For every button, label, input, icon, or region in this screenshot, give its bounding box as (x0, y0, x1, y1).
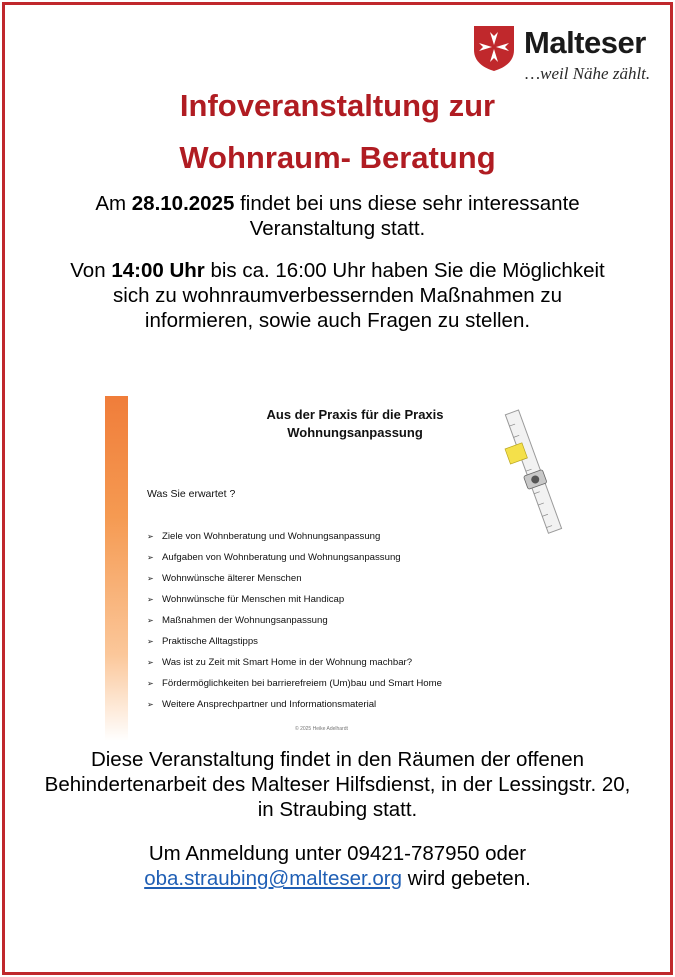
slide-topic-item (147, 568, 442, 589)
slide-topic-text: Was ist zu Zeit mit Smart Home in der Wohnung machbar? (162, 657, 413, 668)
bullet-arrow-icon: ➢ (147, 700, 154, 709)
title-line-1: Infoveranstaltung zur (179, 88, 496, 123)
slide-topic-text: Fördermöglichkeiten bei barrierefreiem (Um)bau und Smart Home (162, 678, 442, 689)
slide-topic-text: Praktische Alltagstipps (162, 636, 258, 647)
slide-topic-list (147, 526, 442, 715)
bullet-arrow-icon: ➢ (147, 616, 154, 625)
slide-topic-text: Ziele von Wohnberatung und Wohnungsanpassung (162, 531, 381, 542)
bullet-arrow-icon: ➢ (147, 553, 154, 562)
time-paragraph (60, 258, 615, 333)
bullet-arrow-icon: ➢ (147, 574, 154, 583)
slide-topic-text: Maßnahmen der Wohnungsanpassung (162, 615, 328, 626)
event-date: 28.10.2025 (131, 192, 235, 215)
title-line-2: Wohnraum- Beratung (179, 140, 496, 175)
registration-text-b: wird gebeten. (402, 867, 531, 890)
slide-topic-item (147, 610, 442, 631)
logo-tagline: …weil Nähe zählt. (525, 64, 651, 83)
bullet-arrow-icon: ➢ (147, 637, 154, 646)
slide-topic-text: Aufgaben von Wohnberatung und Wohnungsanpassung (162, 552, 401, 563)
slide-topic-text: Wohnwünsche für Menschen mit Handicap (162, 594, 345, 605)
malteser-logo (472, 24, 662, 84)
slide-topic-item (147, 631, 442, 652)
time-text-b: bis ca. 16:00 Uhr haben Sie die Möglichkeit sich zu wohnraumverbessernden Maßnahmen zu informieren, sowie auch Fragen zu stellen. (113, 259, 605, 332)
slide-topic-text: Weitere Ansprechpartner und Informationsmaterial (162, 699, 377, 710)
slide-topic-item (147, 589, 442, 610)
slide-heading (225, 406, 485, 442)
folding-ruler-icon (500, 404, 570, 536)
slide-topic-item (147, 547, 442, 568)
slide-copyright: © 2025 Heike Adelhardt (295, 726, 348, 732)
time-text-a: Von (70, 259, 112, 282)
location-paragraph: Diese Veranstaltung findet in den Räumen der offenen Behindertenarbeit des Malteser Hilfsdienst, in der Lessingstr. 20, in Straubing statt. (44, 748, 631, 821)
event-start-time: 14:00 Uhr (111, 259, 205, 282)
slide-topic-item (147, 526, 442, 547)
slide-accent-bar (105, 396, 128, 741)
slide-topic-item (147, 694, 442, 715)
bullet-arrow-icon: ➢ (147, 532, 154, 541)
bullet-arrow-icon: ➢ (147, 679, 154, 688)
slide-topic-text: Wohnwünsche älterer Menschen (162, 573, 302, 584)
bullet-arrow-icon: ➢ (147, 595, 154, 604)
program-slide (105, 396, 575, 741)
date-text-a: Am (95, 192, 132, 215)
logo-wordmark: Malteser (524, 25, 646, 60)
registration-text-a: Um Anmeldung unter 09421-787950 oder (148, 842, 527, 865)
malteser-cross-icon (472, 24, 516, 72)
email-link[interactable]: oba.straubing@malteser.org (144, 867, 403, 890)
slide-topic-item (147, 673, 442, 694)
bullet-arrow-icon: ➢ (147, 658, 154, 667)
date-text-b: findet bei uns diese sehr interessante Veranstaltung statt. (234, 192, 580, 240)
date-paragraph (60, 191, 615, 241)
registration-paragraph (60, 841, 615, 891)
slide-topic-item (147, 652, 442, 673)
slide-subheading: Was Sie erwartet ? (147, 488, 236, 500)
slide-heading-line-2: Wohnungsanpassung (287, 425, 423, 440)
slide-heading-line-1: Aus der Praxis für die Praxis (266, 407, 444, 422)
